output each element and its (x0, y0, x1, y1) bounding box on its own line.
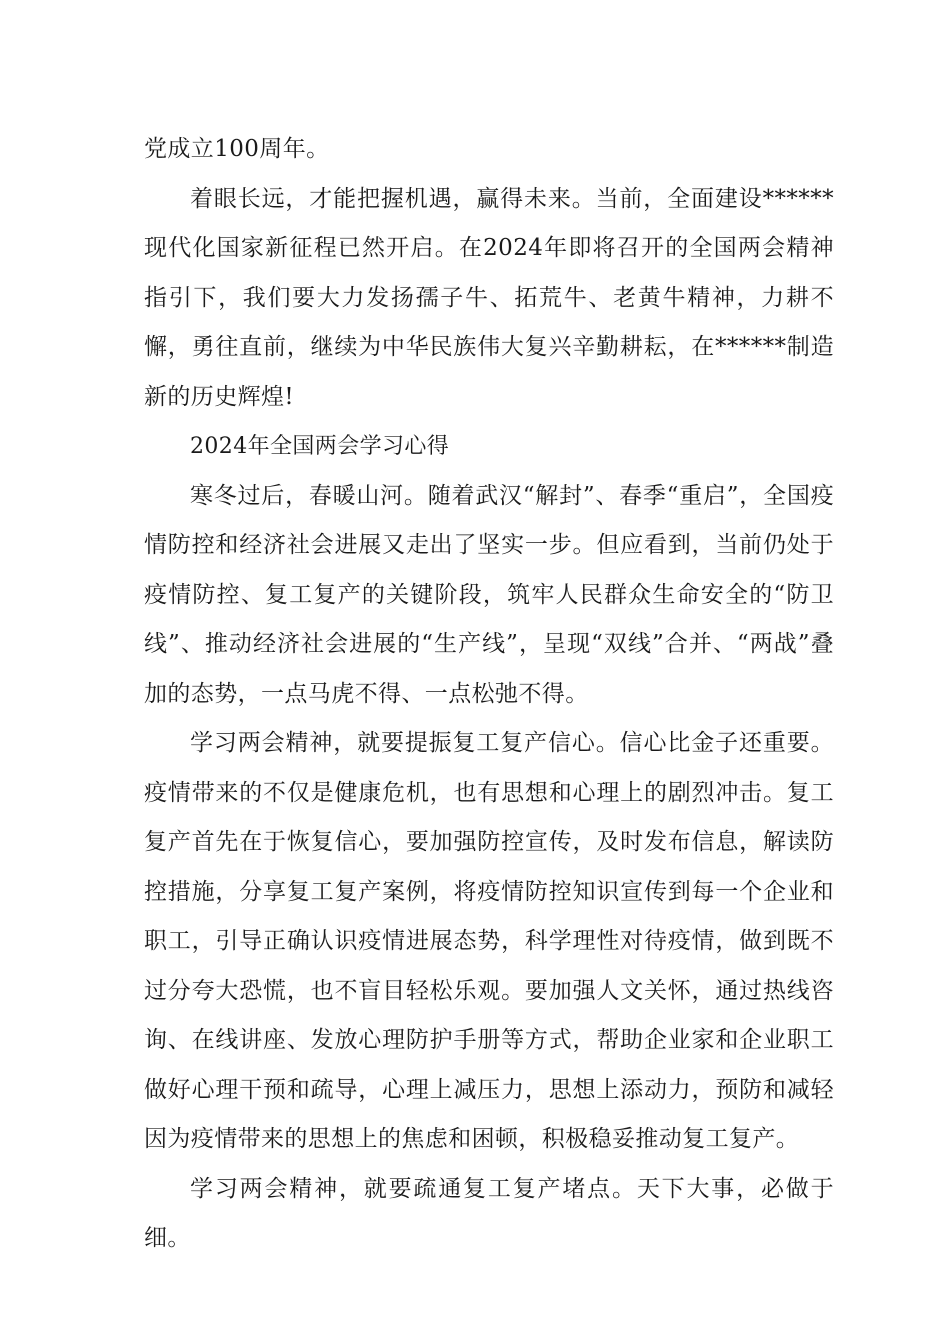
section-title: 2024年全国两会学习心得 (190, 434, 450, 459)
paragraph-long-term-vision: 着眼长远，才能把握机遇，赢得未来。当前，全面建设******现代化国家新征程已然开启。在2024年即将召开的全国两会精神指引下，我们要大力发扬孺子牛、拓荒牛、老黄牛精神，力耕不懈，勇往直前，继续为中华民族伟大复兴辛勤耕耘，在******制造新的历史辉煌! (144, 185, 834, 410)
paragraph-spring-restart: 寒冬过后，春暖山河。随着武汉“解封”、春季“重启”，全国疫情防控和经济社会进展又走出了坚实一步。但应看到，当前仍处于疫情防控、复工复产的关键阶段，筑牢人民群众生命安全的“防卫线”、推动经济社会进展的“生产线”，呈现“双线”合并、“两战”叠加的态势，一点马虎不得、一点松弛不得。 (144, 482, 834, 707)
document-body (144, 125, 834, 1264)
paragraph-clear-blockages: 学习两会精神，就要疏通复工复产堵点。天下大事，必做于细。 (144, 1175, 834, 1251)
paragraph-continuation: 党成立100周年。 (144, 136, 330, 162)
paragraph-boost-confidence: 学习两会精神，就要提振复工复产信心。信心比金子还重要。疫情带来的不仅是健康危机，也有思想和心理上的剧烈冲击。复工复产首先在于恢复信心，要加强防控宣传，及时发布信息，解读防控措施，分享复工复产案例，将疫情防控知识宣传到每一个企业和职工，引导正确认识疫情进展态势，科学理性对待疫情，做到既不过分夸大恐慌，也不盲目轻松乐观。要加强人文关怀，通过热线咨询、在线讲座、发放心理防护手册等方式，帮助企业家和企业职工做好心理干预和疏导，心理上减压力，思想上添动力，预防和减轻因为疫情带来的思想上的焦虑和困顿，积极稳妥推动复工复产。 (144, 730, 834, 1152)
